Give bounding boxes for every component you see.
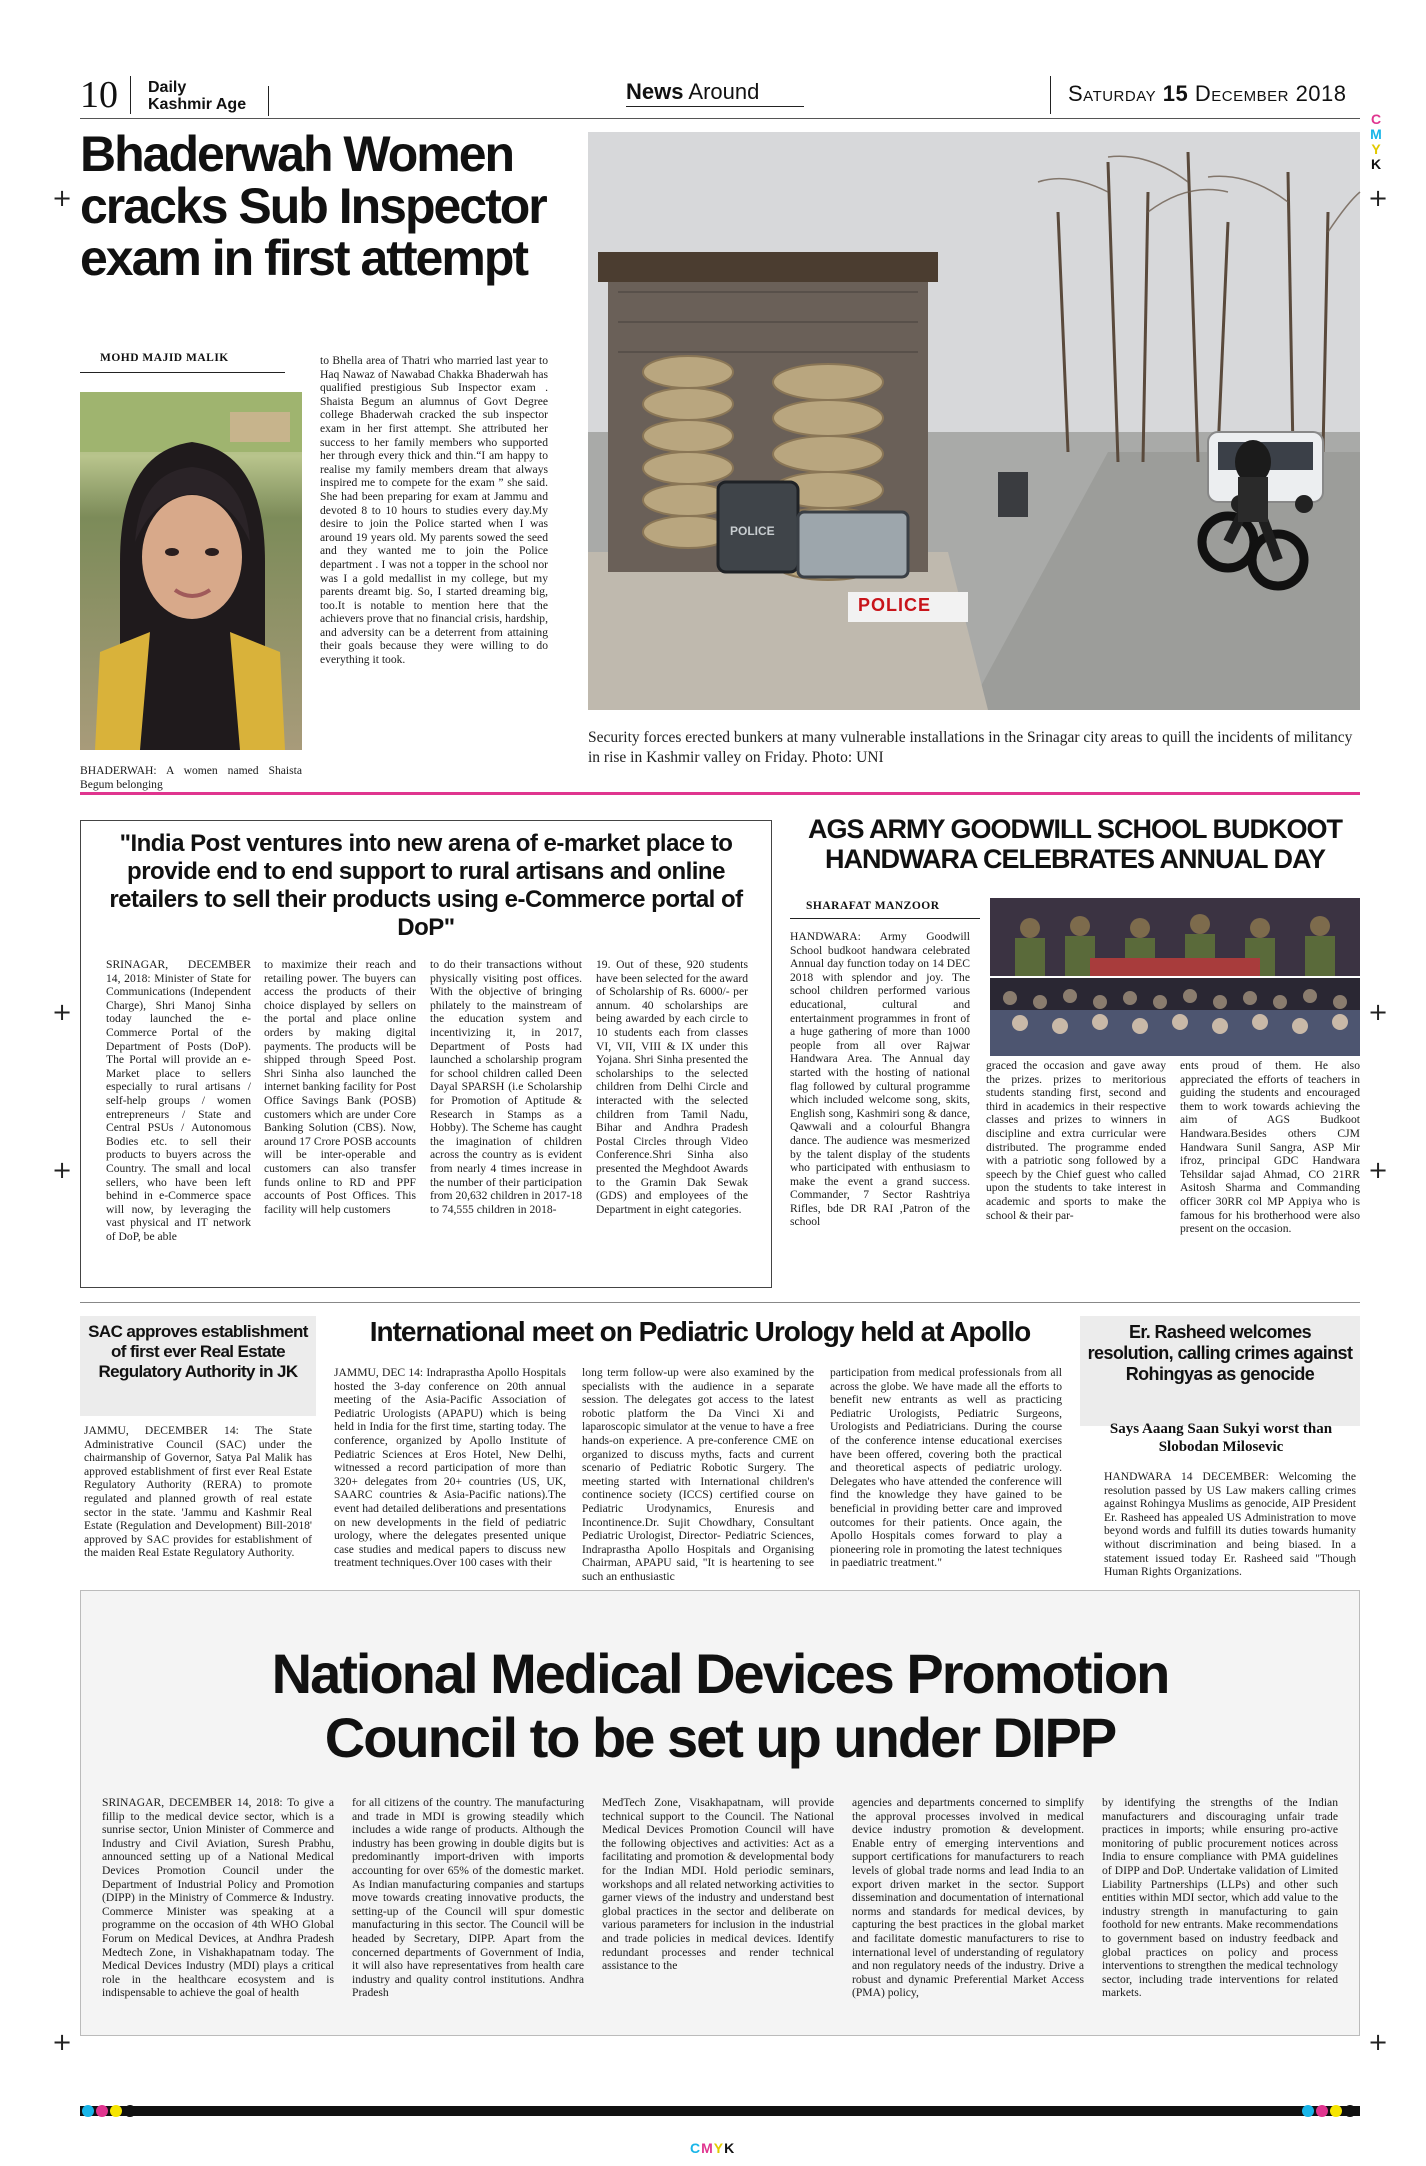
story2-col3: to do their transactions without physically visiting post offices. With the objective of bringing philately to the mainstream of the education system and incentivizing it, in 2017, Department of Posts had launched a scholarship program for school children called Deen Dayal SPARSH (i.e Scholarship for Promotion of Aptitude & Research in Stamps as a Hobby). The Scheme has caught the imagination of children across the country as is evident from nearly 4 times increase in the number of their participation from 20,632 children in 2017-18 to 74,555 children in 2018-	[430, 958, 582, 1216]
story1-byline: MOHD MAJID MALIK	[100, 352, 229, 364]
masthead	[0, 0, 1426, 172]
story5-col1: JAMMU, DEC 14: Indraprastha Apollo Hospitals hosted the 3-day conference on 20th annual meeting of the Asia-Pacific Association of Pediatric Urologists (APAPU) which is being held in India for the first time, starting today. The conference, organized by Apollo Institute of Pediatric Sciences at Eros Hotel, New Delhi, witnessed a record participation of more than 320+ delegates from 20+ countries (US, UK, SAARC countries & Asia-Pacific nations).The event had detailed deliberations and presentations on new developments in the field of pediatric urology, where the delegates presented unique case studies and medical papers to discuss new treatment techniques.Over 100 cases with their	[334, 1366, 566, 1570]
story5-headline: International meet on Pediatric Urology held at Apollo	[369, 1316, 1031, 1347]
date-day: 15	[1162, 81, 1189, 106]
footer-bar	[80, 2106, 1360, 2116]
bunker-photo	[588, 132, 1360, 710]
story7-col2: for all citizens of the country. The manufacturing and trade in MDI is growing steadily which includes a wide range of products. Although the industry has been growing in double digits but is predominantly import-driven with imports accounting for over 65% of the domestic market. As Indian manufacturing companies and startups move towards creating innovative products, the setting-up of the Council will spur domestic manufacturing in this sector. The Council will be headed by Secretary, DIPP. Apart from the concerned departments of Government of India, it will also have representatives from health care industry and quality control institutions. Andhra Pradesh	[352, 1796, 584, 2000]
registration-mark: +	[52, 184, 73, 212]
date-month: December	[1194, 81, 1289, 106]
portrait-illustration	[80, 392, 302, 750]
registration-mark: +	[52, 998, 73, 1026]
page-number: 10	[80, 74, 118, 116]
story7-col4: agencies and departments concerned to simplify the approval processes involved in medical device industry promotion & development. Enable entry of emerging interventions and support certifications for manufacturers to reach levels of global trade norms and lead India to an export driven market in the sector. Support dissemination and documentation of international norms and standards for medical devices, by capturing the best practices in the global market and facilitate domestic manufacturers to rise to international level of understanding of regulatory and non regulatory needs of the industry. Drive a robust and dynamic Preferential Market Access (PMA) policy,	[852, 1796, 1084, 2000]
story2-col2: to maximize their reach and retailing power. The buyers can access the products of their choice displayed by sellers on the portal and place online orders by making digital payments. The products will be shipped through Speed Post. Shri Sinha also launched the internet banking facility for Post Office Savings Bank (POSB) customers which are under Core Banking Solution (CBS). Now, around 17 Crore POSB accounts will be inter-operable and customers can also transfer funds online to RD and PPF accounts of Post Offices. This facility will help customers	[264, 958, 416, 1216]
registration-mark: +	[52, 1156, 73, 1184]
story4-body: JAMMU, DECEMBER 14: The State Administrative Council (SAC) under the chairmanship of Governor, Satya Pal Malik has approved establishment of first ever Real Estate Regulatory Authority (RERA) to promote regulated and planned growth of real estate sector in the state. 'Jammu and Kashmir Real Estate (Regulation and Development) Bill-2018' approved by SAC provides for establishment of the maiden Real Estate Regulatory Authority.	[84, 1424, 312, 1560]
date-weekday: Saturday	[1068, 81, 1157, 106]
cmyk-tag-vertical: C M Y K	[1370, 111, 1382, 172]
annual-day-illustration	[990, 898, 1360, 1056]
registration-mark: +	[1368, 2028, 1389, 2056]
registration-mark: +	[52, 2028, 73, 2056]
story2-col4: 19. Out of these, 920 students have been selected for the award of Scholarship of Rs. 6000/- per annum. 40 scholarships are being awarded by each circle to 10 students each from classes VI, VII, VIII & IX under this Yojana. Shri Sinha presented the scholarships to the selected children from Delhi Circle and interacted with the selected children from Tamil Nadu, Bihar and Andhra Pradesh Postal Circles through Video Conference.Shri Sinha also presented the Meghdoot Awards to the Gramin Dak Sewak (GDS) and employees of the Department in eight categories.	[596, 958, 748, 1216]
story7-headline-line1: National Medical Devices Promotion	[271, 1642, 1169, 1705]
section-name	[626, 80, 759, 104]
story7-col3: MedTech Zone, Visakhapatnam, will provide technical support to the Council. The National Medical Devices Promotion Council will have the following objectives and activities: Act as a facilitating and promotion & developmental body for the Indian MDI. Hold periodic seminars, workshops and all related networking activities to garner views of the industry and understand best global practices in the sector and deliberate on various parameters for inclusion in the industrial and trade policies in medical devices. Identify redundant processes and render technical assistance to the	[602, 1796, 834, 1973]
story3-col2: graced the occasion and gave away the prizes. prizes to meritorious students standing first, second and third in academics in their respective classes and prizes to winners in discipline and extra curricular were distributed. The programme ended with a patriotic song followed by a speech by the Chief guest who called upon the students to take interest in academic and sports to make the school & their par-	[986, 1059, 1166, 1222]
bunker-photo-illustration	[588, 132, 1360, 710]
story7-headline-line2: Council to be set up under DIPP	[324, 1706, 1116, 1769]
photo-caption: Security forces erected bunkers at many vulnerable installations in the Srinagar city areas to quill the incidents of militancy in rise in Kashmir valley on Friday. Photo: UNI	[588, 729, 1353, 766]
section-bold: News	[626, 79, 684, 104]
story5-col3: participation from medical professionals from all across the globe. We have made all the efforts to benefit new entrants as well as practicing Pediatric Urologists, Pediatric Surgeons, Urologists and Pediatricians. During the course of the conference intense educational exercises have been offered, covering both the practical and theoretical aspects of pediatric urology. Delegates who have attended the conference will find the knowledge they have gained to be beneficial in providing better care and improved outcomes for their patients. Once again, the Apollo Hospitals comes forward to play a pioneering role in promoting the latest techniques in paediatric treatment."	[830, 1366, 1062, 1570]
story4-headline: SAC approves establishment of first ever Real Estate Regulatory Authority in JK	[88, 1322, 308, 1381]
story3-col3: ents proud of them. He also appreciated the efforts of teachers in guiding the students and encouraged them to work towards achieving the aim of AGS Budkoot Handwara.Besides others CJM Handwara Sunil Sangra, ASP Mir ifroz, principal GDC Handwara Tehsildar sajad Ahmad, CO 21RR Asitosh Sharma and Commanding officer 30RR col MP Appiya who is famous for his brotherhood were also present on the occasion.	[1180, 1059, 1360, 1236]
cmyk-tag-footer: CMYK	[690, 2140, 736, 2156]
story7-col5: by identifying the strengths of the Indian manufacturers and discouraging unfair trade practices in imports; while ensuring pro-active monitoring of public procurement notices across India to ensure compliance with PMA guidelines of DIPP and DoP. Undertake validation of Limited Liability Partnerships (LLPs) and other such entities within MDI sector, which add value to the industry strength in manufacturing to gain foothold for new entrants. Make recommendations to government based on industry feedback and global practices on policy and process interventions to strengthen the medical technology sector, including trade interventions for related markets.	[1102, 1796, 1338, 2000]
color-dots-right	[1300, 2101, 1360, 2121]
story5-col2: long term follow-up were also examined by the specialists with the audience in a separate session. The delegates got access to the latest robotic platform the Da Vinci Xi and laparoscopic simulator at the venue to have a free hands-on experience. A pre-conference CME on organized to discuss myths, facts and current scenario of Pediatric Robotic Surgery. The meeting started with International children's continence society (ICCS) certified course on Pediatric Urodynamics, Enuresis and Incontinence.Dr. Sujit Chowdhary, Consultant Pediatric Urologist, Director- Pediatric Sciences, Indraprastha Apollo Hospitals and Organising Chairman, APAPU said, "It is heartening to see such an enthusiastic	[582, 1366, 814, 1583]
story6-body: HANDWARA 14 DECEMBER: Welcoming the resolution passed by US Law makers calling crimes against Rohingya Muslims as genocide, AIP President Er. Rasheed has appealed US Administration to move beyond words and fulfill its duties towards humanity without discrimination and being biased. In a statement issued today Er. Rasheed said "Though Human Rights Organizations.	[1104, 1470, 1356, 1579]
story2-col1: SRINAGAR, DECEMBER 14, 2018: Minister of State for Communications (Independent Charge), Shri Manoj Sinha today launched the e-Commerce Portal of the Department of Posts (DoP). The Portal will provide an e-Market place to sellers especially to rural artisans / self-help groups / women entrepreneurs / State and Central PSUs / Autonomous Bodies etc. to sell their products to buyers across the Country. The small and local sellers, who have been left behind in e-Commerce space will now, by leveraging the vast physical and IT network of DoP, be able	[106, 958, 251, 1243]
color-dots-icon	[1300, 2101, 1360, 2121]
story1-headline: Bhaderwah Women cracks Sub Inspector exam in first attempt	[80, 126, 546, 286]
date-year: 2018	[1295, 81, 1347, 106]
story1-dateline: BHADERWAH: A women named Shaista Begum belonging	[80, 764, 302, 791]
police-sign-2: POLICE	[858, 595, 932, 615]
section-light: Around	[688, 79, 760, 104]
paper-name-line2: Kashmir Age	[148, 96, 247, 113]
police-sign-1: POLICE	[730, 524, 775, 538]
issue-date	[1068, 82, 1347, 106]
story1-body: to Bhella area of Thatri who married last year to Haq Nawaz of Nawabad Chakka Bhaderwah has qualified prestigious Sub Inspector exam . Shaista Begum an alumnus of Govt Degree college Bhaderwah cracked the sub inspector exam in her first attempt. She attributed her success to her family members who supported her through every thick and thin.“I am happy to realise my family members dream that always inspired me to compete for the exam ” she said. She had been preparing for exam at Jammu and devoted 8 to 10 hours to studies every day.My desire to join the Police started when I was around 19 years old. My parents sowed the seed and they wanted me to join the Police department . I was not a topper in the school nor was I a gold medallist in my college, but my parents dreamt big. So, I started dreaming big, too.It is notable to mention here that the achievers prove that no financial crisis, hardship, and adversity can be a deterrent from attaining their goals because they were willing to do everything it took.	[320, 354, 548, 667]
paper-name-line1: Daily	[148, 79, 187, 96]
story6-subhead: Says Aaang Saan Sukyi worst than Slobodan Milosevic	[1109, 1421, 1333, 1455]
registration-mark: +	[1368, 1156, 1389, 1184]
annual-day-photo	[990, 898, 1360, 1056]
registration-mark: +	[1368, 998, 1389, 1026]
story2-headline: "India Post ventures into new arena of e-market place to provide end to end support to rural artisans and online retailers to sell their products using e-Commerce portal of DoP"	[109, 830, 743, 941]
color-dots-left	[80, 2101, 140, 2121]
story3-col1: HANDWARA: Army Goodwill School budkoot handwara celebrated Annual day function today on 14 DEC 2018 with splendor and joy. The school children performed various educational, cultural and entertainment programmes in front of a huge gathering of more than 1000 people from all over Rajwar Handwara Area. The Annual day started with the hosting of national flag followed by cultural programme which included welcome song, skits, English song, Kashmiri song & dance, Qawwali and a colourful Bhangra dance. The audience was mesmerized by the talent display of the students who participated with enthusiasm to make the event a grand success. Commander, 7 Sector Rashtriya Rifles, bde DR RAI ,Patron of the school	[790, 930, 970, 1229]
story6-headline: Er. Rasheed welcomes resolution, calling crimes against Rohingyas as genocide	[1087, 1322, 1353, 1384]
registration-mark: +	[1368, 184, 1389, 212]
story3-headline: AGS ARMY GOODWILL SCHOOL BUDKOOT HANDWARA CELEBRATES ANNUAL DAY	[807, 814, 1342, 874]
portrait-photo	[80, 392, 302, 750]
story3-byline: SHARAFAT MANZOOR	[806, 900, 940, 912]
color-dots-icon	[80, 2101, 140, 2121]
story7-col1: SRINAGAR, DECEMBER 14, 2018: To give a fillip to the medical device sector, which is a sunrise sector, Union Minister of Commerce and Industry and Civil Aviation, Suresh Prabhu, announced setting up of a National Medical Devices Promotion Council under the Department of Industrial Policy and Promotion (DIPP) in the Ministry of Commerce & Industry. Commerce Minister was speaking at a programme on the occasion of 4th WHO Global Forum on Medical Devices, at Andhra Pradesh Medtech Zone, in Vishakhapatnam today. The Medical Devices Industry (MDI) plays a critical role in the healthcare ecosystem and is indispensable to achieve the goal of health	[102, 1796, 334, 2000]
